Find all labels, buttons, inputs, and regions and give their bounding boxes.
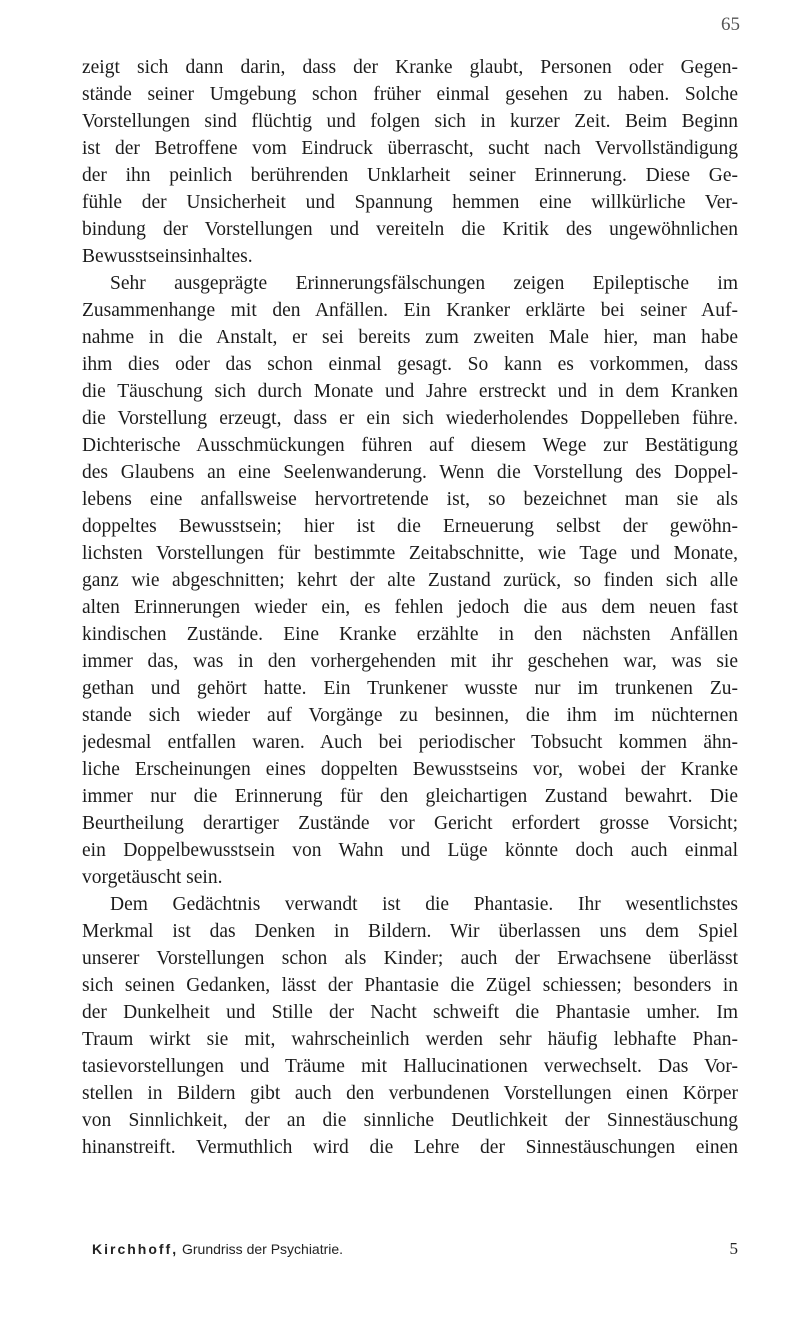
text-line: doppeltes Bewusstsein; hier ist die Erneuerung selbst der gewöhn-: [82, 516, 738, 537]
footer-title: Grundriss der Psychiatrie.: [182, 1241, 344, 1257]
text-line: ganz wie abgeschnitten; kehrt der alte Zustand zurück, so finden sich alle: [82, 570, 738, 591]
body-text: [82, 54, 738, 1161]
text-line: kindischen Zustände. Eine Kranke erzählte in den nächsten Anfällen: [82, 624, 738, 645]
text-line: Merkmal ist das Denken in Bildern. Wir überlassen uns dem Spiel: [82, 921, 738, 942]
text-line: stellen in Bildern gibt auch den verbundenen Vorstellungen einen Körper: [82, 1083, 738, 1104]
footer-author: Kirchhoff,: [92, 1241, 179, 1257]
text-line: bindung der Vorstellungen und vereiteln die Kritik des ungewöhnlichen: [82, 219, 738, 240]
text-line: alten Erinnerungen wieder ein, es fehlen jedoch die aus dem neuen fast: [82, 597, 738, 618]
text-line: die Täuschung sich durch Monate und Jahre erstreckt und in dem Kranken: [82, 381, 738, 402]
text-line: ihm dies oder das schon einmal gesagt. So kann es vorkommen, dass: [82, 354, 738, 375]
page-number: 65: [721, 14, 740, 35]
text-line: zeigt sich dann darin, dass der Kranke glaubt, Personen oder Gegen-: [82, 57, 738, 78]
text-line: die Vorstellung erzeugt, dass er ein sich wiederholendes Doppelleben führe.: [82, 408, 738, 429]
text-line: fühle der Unsicherheit und Spannung hemmen eine willkürliche Ver-: [82, 192, 738, 213]
text-line: der ihn peinlich berührenden Unklarheit seiner Erinnerung. Diese Ge-: [82, 165, 738, 186]
page-footer: [92, 1241, 738, 1257]
text-line: der Dunkelheit und Stille der Nacht schweift die Phantasie umher. Im: [82, 1002, 738, 1023]
text-line: immer nur die Erinnerung für den gleichartigen Zustand bewahrt. Die: [82, 786, 738, 807]
text-line: liche Erscheinungen eines doppelten Bewusstseins vor, wobei der Kranke: [82, 759, 738, 780]
text-line: ist der Betroffene vom Eindruck überrascht, sucht nach Vervollständigung: [82, 138, 738, 159]
text-line: vorgetäuscht sein.: [82, 867, 223, 888]
text-line: Zusammenhange mit den Anfällen. Ein Kranker erklärte bei seiner Auf-: [82, 300, 738, 321]
text-line: tasievorstellungen und Träume mit Hallucinationen verwechselt. Das Vor-: [82, 1056, 738, 1077]
text-line: stande sich wieder auf Vorgänge zu besinnen, die ihm im nüchternen: [82, 705, 738, 726]
text-line: Traum wirkt sie mit, wahrscheinlich werden sehr häufig lebhafte Phan-: [82, 1029, 738, 1050]
text-line: Vorstellungen sind flüchtig und folgen sich in kurzer Zeit. Beim Beginn: [82, 111, 738, 132]
text-line: nahme in die Anstalt, er sei bereits zum zweiten Male hier, man habe: [82, 327, 738, 348]
text-line: sich seinen Gedanken, lässt der Phantasie die Zügel schiessen; besonders in: [82, 975, 738, 996]
signature-mark: 5: [729, 1239, 738, 1258]
text-line: ein Doppelbewusstsein von Wahn und Lüge könnte doch auch einmal: [82, 840, 738, 861]
text-line: lebens eine anfallsweise hervortretende ist, so bezeichnet man sie als: [82, 489, 738, 510]
text-line: Bewusstseinsinhaltes.: [82, 246, 253, 267]
text-line: jedesmal entfallen waren. Auch bei periodischer Tobsucht kommen ähn-: [82, 732, 738, 753]
text-line: Dichterische Ausschmückungen führen auf diesem Wege zur Bestätigung: [82, 435, 738, 456]
text-line: hinanstreift. Vermuthlich wird die Lehre der Sinnestäuschungen einen: [82, 1137, 738, 1158]
text-line: gethan und gehört hatte. Ein Trunkener wusste nur im trunkenen Zu-: [82, 678, 738, 699]
text-line: des Glaubens an eine Seelenwanderung. Wenn die Vorstellung des Doppel-: [82, 462, 738, 483]
text-line: Dem Gedächtnis verwandt ist die Phantasie. Ihr wesentlichstes: [110, 894, 738, 915]
text-line: stände seiner Umgebung schon früher einmal gesehen zu haben. Solche: [82, 84, 738, 105]
text-line: unserer Vorstellungen schon als Kinder; auch der Erwachsene überlässt: [82, 948, 738, 969]
text-line: immer das, was in den vorhergehenden mit ihr geschehen war, was sie: [82, 651, 738, 672]
text-line: Sehr ausgeprägte Erinnerungsfälschungen zeigen Epileptische im: [110, 273, 738, 294]
text-line: Beurtheilung derartiger Zustände vor Gericht erfordert grosse Vorsicht;: [82, 813, 738, 834]
text-line: von Sinnlichkeit, der an die sinnliche Deutlichkeit der Sinnestäuschung: [82, 1110, 738, 1131]
text-line: lichsten Vorstellungen für bestimmte Zeitabschnitte, wie Tage und Monate,: [82, 543, 738, 564]
